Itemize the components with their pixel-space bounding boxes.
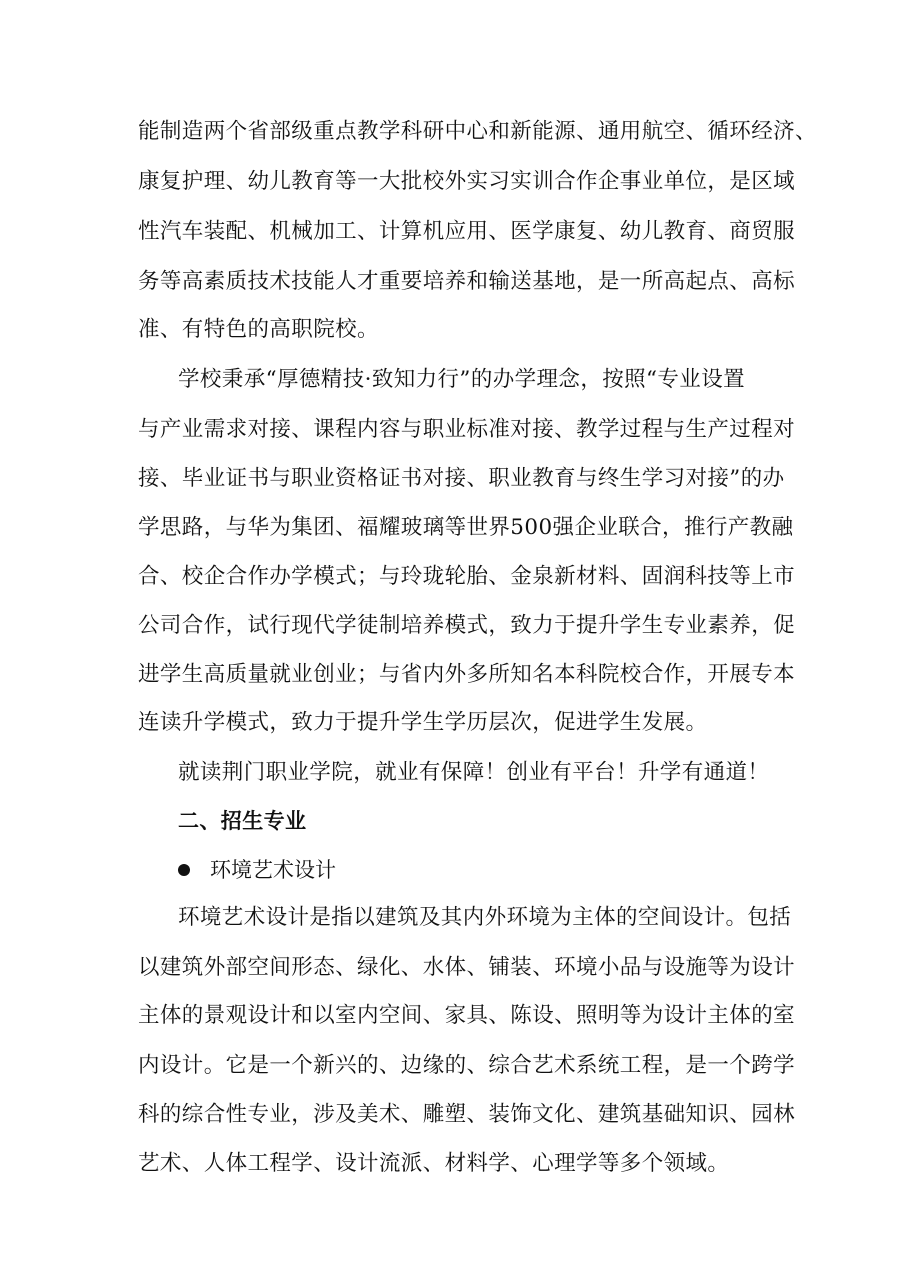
paragraph-4-line-6: 艺术、人体工程学、设计流派、材料学、心理学等多个领域。 bbox=[138, 1151, 730, 1176]
paragraph-2-line-3: 接、毕业证书与职业资格证书对接、职业教育与终生学习对接”的办 bbox=[138, 466, 785, 491]
paragraph-3-line-1: 就读荆门职业学院，就业有保障！创业有平台！升学有通道！ bbox=[178, 760, 770, 785]
paragraph-2-line-6: 公司合作，试行现代学徒制培养模式，致力于提升学生专业素养，促 bbox=[138, 613, 796, 638]
paragraph-1-line-2: 康复护理、幼儿教育等一大批校外实习实训合作企事业单位，是区域 bbox=[138, 169, 796, 194]
paragraph-1-line-4: 务等高素质技术技能人才重要培养和输送基地，是一所高起点、高标 bbox=[138, 269, 796, 294]
paragraph-1-line-3: 性汽车装配、机械加工、计算机应用、医学康复、幼儿教育、商贸服 bbox=[138, 219, 796, 244]
paragraph-2-line-7: 进学生高质量就业创业；与省内外多所知名本科院校合作，开展专本 bbox=[138, 662, 796, 687]
bullet-list-item bbox=[178, 846, 336, 894]
paragraph-1-line-1: 能制造两个省部级重点教学科研中心和新能源、通用航空、循环经济、 bbox=[138, 119, 817, 144]
paragraph-4-line-5: 科的综合性专业，涉及美术、雕塑、装饰文化、建筑基础知识、园林 bbox=[138, 1102, 796, 1127]
paragraph-4-line-3: 主体的景观设计和以室内空间、家具、陈设、照明等为设计主体的室 bbox=[138, 1003, 796, 1028]
paragraph-4-line-1: 环境艺术设计是指以建筑及其内外环境为主体的空间设计。包括 bbox=[178, 905, 792, 930]
paragraph-4-line-4: 内设计。它是一个新兴的、边缘的、综合艺术系统工程，是一个跨学 bbox=[138, 1053, 796, 1078]
paragraph-2-line-5: 合、校企合作办学模式；与玲珑轮胎、金泉新材料、固润科技等上市 bbox=[138, 564, 796, 589]
paragraph-2-line-4: 学思路，与华为集团、福耀玻璃等世界500强企业联合，推行产教融 bbox=[138, 515, 794, 540]
section-heading: 二、招生专业 bbox=[178, 809, 307, 833]
paragraph-1-line-5: 准、有特色的高职院校。 bbox=[138, 317, 379, 342]
bullet-item-label: 环境艺术设计 bbox=[210, 858, 336, 882]
paragraph-4-line-2: 以建筑外部空间形态、绿化、水体、铺装、环境小品与设施等为设计 bbox=[138, 955, 796, 980]
paragraph-2-line-2: 与产业需求对接、课程内容与职业标准对接、教学过程与生产过程对 bbox=[138, 417, 796, 442]
paragraph-2-line-8: 连读升学模式，致力于提升学生学历层次，促进学生发展。 bbox=[138, 710, 708, 735]
bullet-dot-icon bbox=[178, 864, 190, 876]
paragraph-2-line-1: 学校秉承“厚德精技·致知力行”的办学理念，按照“专业设置 bbox=[178, 367, 746, 392]
